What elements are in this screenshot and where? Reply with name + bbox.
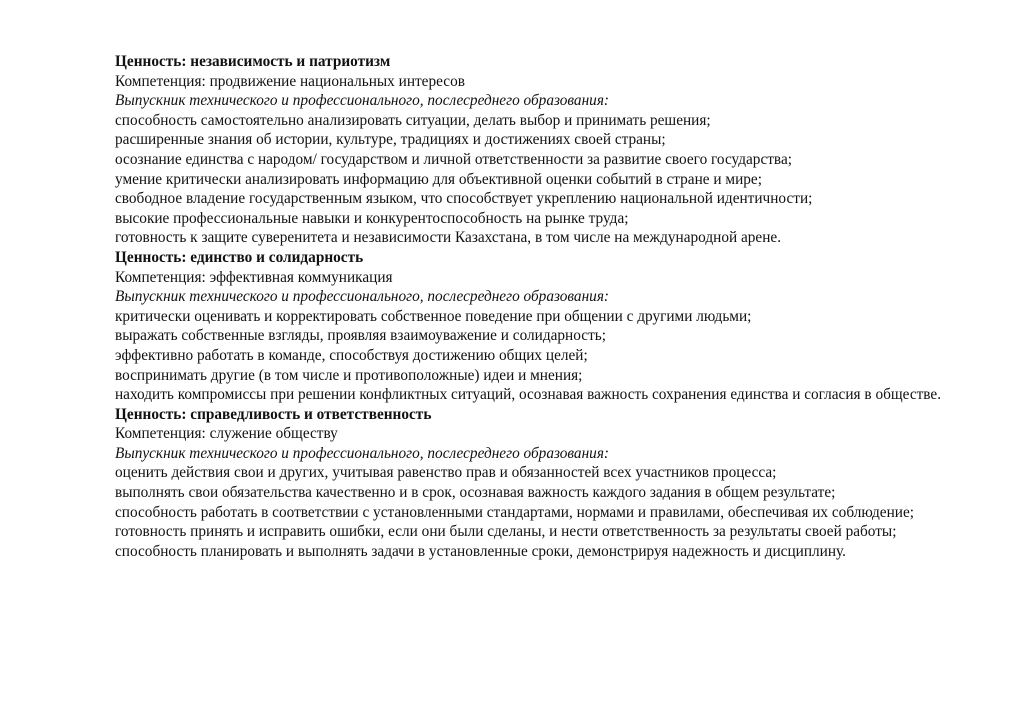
value-section-independence <box>69 52 955 248</box>
outcome-item: оценить действия свои и других, учитывая равенство прав и обязанностей всех участников процесса; <box>115 464 777 482</box>
value-title: Ценность: независимость и патриотизм <box>115 53 391 70</box>
outcome-item: способность работать в соответствии с установленными стандартами, нормами и правилами, обеспечивая их соблюдение; <box>115 503 914 521</box>
outcome-item: осознание единства с народом/ государством и личной ответственности за развитие своего государства; <box>115 150 792 168</box>
competence-line: Компетенция: продвижение национальных интересов <box>115 72 465 90</box>
outcome-item: свободное владение государственным языком, что способствует укреплению национальной идентичности; <box>115 190 813 208</box>
outcome-item: умение критически анализировать информацию для объективной оценки событий в стране и мире; <box>115 170 762 188</box>
outcome-item: готовность принять и исправить ошибки, если они были сделаны, и нести ответственность за результаты своей работы; <box>115 523 897 541</box>
outcome-item: способность самостоятельно анализировать ситуации, делать выбор и принимать решения; <box>115 111 711 129</box>
outcome-item: высокие профессиональные навыки и конкурентоспособность на рынке труда; <box>115 209 629 227</box>
graduate-line: Выпускник технического и профессионального, послесреднего образования: <box>115 288 610 306</box>
outcome-item: критически оценивать и корректировать собственное поведение при общении с другими людьми; <box>115 307 752 325</box>
graduate-line: Выпускник технического и профессионального, послесреднего образования: <box>115 92 610 110</box>
value-title: Ценность: справедливость и ответственность <box>115 405 432 423</box>
outcome-item: выражать собственные взгляды, проявляя взаимоуважение и солидарность; <box>115 327 606 345</box>
document-body <box>69 52 955 561</box>
competence-line: Компетенция: служение обществу <box>115 425 338 443</box>
value-section-unity <box>69 248 955 405</box>
outcome-item: выполнять свои обязательства качественно и в срок, осознавая важность каждого задания в общем результате; <box>115 484 836 502</box>
outcome-item: расширенные знания об истории, культуре, традициях и достижениях своей страны; <box>115 131 666 149</box>
outcome-item: воспринимать другие (в том числе и противоположные) идеи и мнения; <box>115 366 583 384</box>
outcome-item: готовность к защите суверенитета и независимости Казахстана, в том числе на международной арене. <box>115 229 782 247</box>
outcome-item: способность планировать и выполнять задачи в установленные сроки, демонстрируя надежность и дисциплину. <box>115 542 846 560</box>
outcome-item: эффективно работать в команде, способствуя достижению общих целей; <box>115 346 588 364</box>
outcome-item: находить компромиссы при решении конфликтных ситуаций, осознавая важность сохранения единства и согласия в обществе. <box>115 386 942 404</box>
competence-line: Компетенция: эффективная коммуникация <box>115 268 393 286</box>
value-section-justice <box>69 405 955 562</box>
value-title: Ценность: единство и солидарность <box>115 248 364 266</box>
graduate-line: Выпускник технического и профессионального, послесреднего образования: <box>115 444 610 462</box>
